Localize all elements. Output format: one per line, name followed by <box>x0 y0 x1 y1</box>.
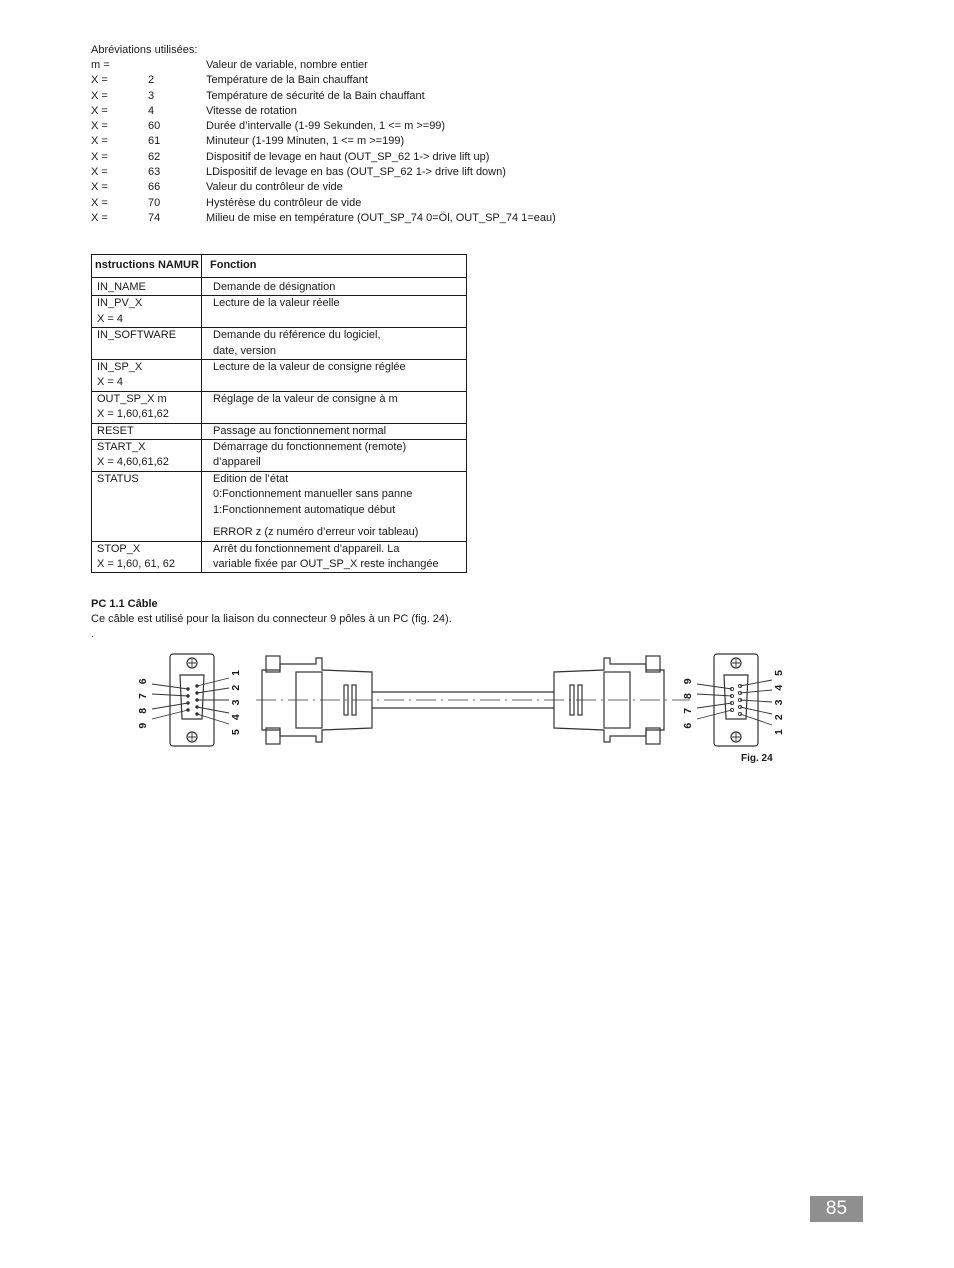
function-line: 1:Fonctionnement automatique début <box>213 503 396 516</box>
table-row <box>92 391 467 423</box>
function-cell <box>202 471 467 541</box>
abbr-text: Minuteur (1-199 Minuten, 1 <= m >=199) <box>206 135 405 148</box>
command-line: IN_SP_X <box>97 361 143 374</box>
table-row <box>92 296 467 328</box>
command-cell <box>92 541 202 573</box>
cable-line <box>256 692 690 708</box>
page-number: 85 <box>810 1196 863 1222</box>
command-line: X = 1,60, 61, 62 <box>97 557 175 570</box>
abbr-value: 4 <box>148 104 155 117</box>
function-line: Lecture de la valeur réelle <box>213 297 340 310</box>
abbr-value: 66 <box>148 181 161 194</box>
table-row <box>92 278 467 296</box>
command-line: X = 4 <box>97 312 123 325</box>
abbr-value: 61 <box>148 135 161 148</box>
left-pin-labels-bottom: 9 8 7 6 <box>137 675 149 729</box>
command-cell <box>92 360 202 392</box>
abbr-text: Température de la Bain chauffant <box>206 74 368 87</box>
abbr-value: 60 <box>148 120 161 133</box>
function-line: d’appareil <box>213 456 261 469</box>
abbr-symbol: X = <box>91 196 108 209</box>
command-line: IN_NAME <box>97 281 146 293</box>
command-cell <box>92 391 202 423</box>
table-row <box>92 471 467 541</box>
command-line: X = 4,60,61,62 <box>97 456 169 469</box>
command-line: OUT_SP_X m <box>97 392 167 405</box>
abbr-text: Milieu de mise en température (OUT_SP_74 0=Öl, OUT_SP_74 1=eau) <box>206 211 556 224</box>
section-title: PC 1.1 Câble <box>91 598 158 610</box>
abbr-text: Valeur de variable, nombre entier <box>206 59 368 71</box>
table-row <box>92 360 467 392</box>
abbr-symbol: X = <box>91 120 108 133</box>
right-connector-face <box>682 654 785 746</box>
function-line: Edition de l’état <box>213 472 289 485</box>
table-row <box>92 440 467 472</box>
column-header-commands: nstructions NAMUR <box>92 255 202 278</box>
abbr-symbol: X = <box>91 181 108 194</box>
function-line: Lecture de la valeur de consigne réglée <box>213 361 406 374</box>
namur-commands-table <box>91 254 467 573</box>
function-cell <box>202 296 467 328</box>
function-cell <box>202 423 467 439</box>
function-line: Passage au fonctionnement normal <box>213 424 387 437</box>
abbr-symbol: m = <box>91 59 110 71</box>
abbr-text: Durée d’intervalle (1-99 Sekunden, 1 <= m >=99) <box>206 120 446 133</box>
function-line: Réglage de la valeur de consigne à m <box>213 392 398 405</box>
function-line: Demande du référence du logiciel, <box>213 329 381 342</box>
column-header-function: Fonction <box>202 255 467 278</box>
table-row <box>92 423 467 439</box>
table-header-row <box>92 255 467 278</box>
abbr-value: 3 <box>148 89 155 102</box>
function-line: variable fixée par OUT_SP_X reste inchangée <box>213 557 439 570</box>
abbr-symbol: X = <box>91 89 108 102</box>
abbreviations-title: Abréviations utilisées: <box>91 44 198 56</box>
cable-diagram <box>0 640 954 755</box>
function-cell <box>202 541 467 573</box>
abbr-text: Température de sécurité de la Bain chauffant <box>206 89 425 102</box>
section-text: Ce câble est utilisé pour la liaison du connecteur 9 pôles à un PC (fig. 24). <box>91 613 452 625</box>
left-pin-labels-top: 5 4 3 2 1 <box>230 667 242 735</box>
section-dot: . <box>91 628 95 640</box>
function-cell <box>202 328 467 360</box>
command-line: IN_PV_X <box>97 297 143 310</box>
left-connector-face <box>137 654 242 746</box>
function-line: ERROR z (z numéro d’erreur voir tableau) <box>213 526 419 539</box>
abbr-symbol: X = <box>91 166 108 179</box>
command-line: START_X <box>97 441 146 454</box>
right-pin-labels-bottom: 6 7 8 9 <box>682 675 694 729</box>
command-cell <box>92 471 202 541</box>
function-cell <box>202 278 467 296</box>
abbr-text: Hystérèse du contrôleur de vide <box>206 196 362 209</box>
abbr-symbol: X = <box>91 211 108 224</box>
command-line: X = 1,60,61,62 <box>97 408 169 421</box>
abbr-symbol: X = <box>91 104 108 117</box>
abbr-value: 62 <box>148 150 161 163</box>
function-cell <box>202 360 467 392</box>
abbr-text: Vitesse de rotation <box>206 104 297 117</box>
table-row <box>92 541 467 573</box>
abbr-symbol: X = <box>91 135 108 148</box>
command-cell <box>92 440 202 472</box>
table-row <box>92 328 467 360</box>
command-line: IN_SOFTWARE <box>97 329 177 342</box>
abbr-symbol: X = <box>91 74 108 87</box>
command-line: RESET <box>97 424 134 437</box>
abbr-text: LDispositif de levage en bas (OUT_SP_62 1-> drive lift down) <box>206 166 506 179</box>
figure-caption: Fig. 24 <box>741 753 773 764</box>
function-line: Demande de désignation <box>213 281 336 293</box>
abbr-text: Dispositif de levage en haut (OUT_SP_62 1-> drive lift up) <box>206 150 490 163</box>
right-pin-labels-top: 1 2 3 4 5 <box>773 667 785 735</box>
abbr-value: 70 <box>148 196 161 209</box>
command-cell <box>92 296 202 328</box>
function-cell <box>202 440 467 472</box>
command-cell <box>92 423 202 439</box>
abbr-value: 2 <box>148 74 155 87</box>
function-cell <box>202 391 467 423</box>
function-line: Arrêt du fonctionnement d’appareil. La <box>213 542 400 555</box>
command-line: STOP_X <box>97 542 141 555</box>
function-line: Démarrage du fonctionnement (remote) <box>213 441 407 454</box>
function-line: date, version <box>213 344 276 357</box>
function-line: 0:Fonctionnement manueller sans panne <box>213 488 413 501</box>
command-cell <box>92 278 202 296</box>
command-line: X = 4 <box>97 376 123 389</box>
command-line: STATUS <box>97 472 139 485</box>
abbr-value: 63 <box>148 166 161 179</box>
command-cell <box>92 328 202 360</box>
abbr-symbol: X = <box>91 150 108 163</box>
abbr-text: Valeur du contrôleur de vide <box>206 181 343 194</box>
abbr-value: 74 <box>148 211 161 224</box>
